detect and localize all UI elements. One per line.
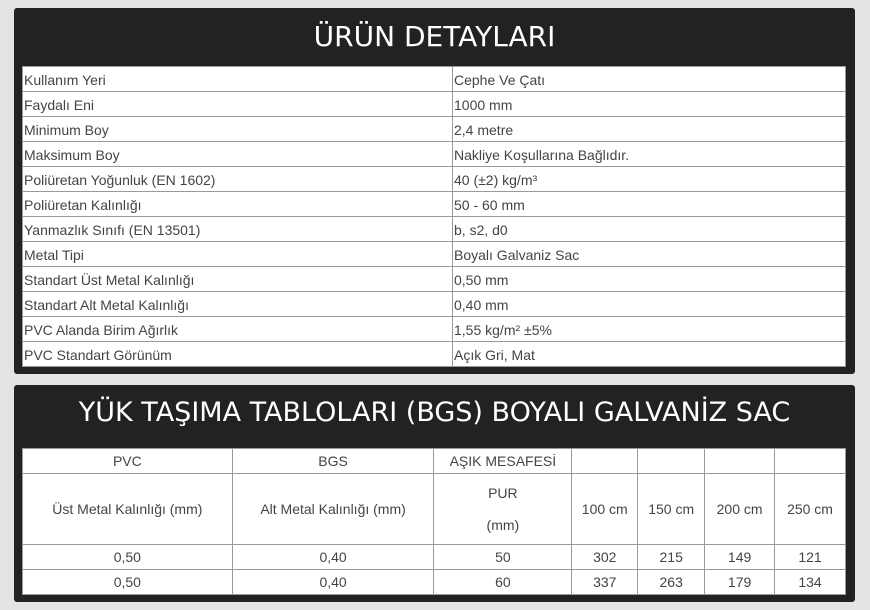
table-cell: 215: [638, 545, 705, 570]
header-upper-thickness: Üst Metal Kalınlığı (mm): [23, 474, 233, 545]
detail-label: PVC Standart Görünüm: [23, 342, 453, 367]
detail-value: 2,4 metre: [453, 117, 846, 142]
table-row: [23, 67, 846, 92]
detail-value: 50 - 60 mm: [453, 192, 846, 217]
detail-label: PVC Alanda Birim Ağırlık: [23, 317, 453, 342]
detail-value: Nakliye Koşullarına Bağlıdır.: [453, 142, 846, 167]
table-row: [23, 292, 846, 317]
header-bgs: BGS: [232, 449, 434, 474]
detail-value: 1,55 kg/m² ±5%: [453, 317, 846, 342]
table-cell: 50: [434, 545, 572, 570]
table-row: [23, 545, 846, 570]
table-cell: 121: [775, 545, 846, 570]
product-details-panel: [14, 8, 855, 374]
detail-label: Maksimum Boy: [23, 142, 453, 167]
detail-label: Standart Üst Metal Kalınlığı: [23, 267, 453, 292]
detail-label: Metal Tipi: [23, 242, 453, 267]
detail-label: Kullanım Yeri: [23, 67, 453, 92]
detail-label: Yanmazlık Sınıfı (EN 13501): [23, 217, 453, 242]
header-spacing: AŞIK MESAFESİ: [434, 449, 572, 474]
table-cell: 60: [434, 570, 572, 595]
header-span-150: 150 cm: [638, 474, 705, 545]
table-cell: 302: [572, 545, 638, 570]
load-table-title: YÜK TAŞIMA TABLOLARI (BGS) BOYALI GALVANİZ SAC: [78, 397, 791, 428]
table-cell: 149: [705, 545, 775, 570]
detail-label: Poliüretan Yoğunluk (EN 1602): [23, 167, 453, 192]
table-row: [23, 117, 846, 142]
table-row: [23, 142, 846, 167]
detail-value: Cephe Ve Çatı: [453, 67, 846, 92]
table-row: [23, 192, 846, 217]
detail-label: Standart Alt Metal Kalınlığı: [23, 292, 453, 317]
table-row: [23, 317, 846, 342]
detail-value: 1000 mm: [453, 92, 846, 117]
table-row: [23, 242, 846, 267]
header-span-250: 250 cm: [775, 474, 846, 545]
header-pur-unit: (mm): [486, 517, 520, 533]
detail-value: b, s2, d0: [453, 217, 846, 242]
header-pvc: PVC: [23, 449, 233, 474]
load-table-panel: [14, 385, 855, 602]
table-cell: 0,40: [232, 545, 434, 570]
table-row: [23, 342, 846, 367]
table-row: [23, 267, 846, 292]
detail-value: Açık Gri, Mat: [453, 342, 846, 367]
product-details-title: ÜRÜN DETAYLARI: [313, 20, 556, 53]
detail-value: 0,40 mm: [453, 292, 846, 317]
table-row: [23, 167, 846, 192]
header-span-100: 100 cm: [572, 474, 638, 545]
table-cell: 0,50: [23, 545, 233, 570]
table-cell: 179: [705, 570, 775, 595]
header-span-200: 200 cm: [705, 474, 775, 545]
table-cell: 0,40: [232, 570, 434, 595]
header-pur: [434, 474, 572, 545]
detail-label: Poliüretan Kalınlığı: [23, 192, 453, 217]
detail-value: 40 (±2) kg/m³: [453, 167, 846, 192]
table-cell: 337: [572, 570, 638, 595]
table-row: [23, 217, 846, 242]
table-header-row: [23, 449, 846, 474]
table-cell: 0,50: [23, 570, 233, 595]
table-subheader-row: [23, 474, 846, 545]
detail-label: Minimum Boy: [23, 117, 453, 142]
table-row: [23, 92, 846, 117]
detail-label: Faydalı Eni: [23, 92, 453, 117]
product-details-table: [22, 66, 846, 367]
load-bearing-table: [22, 448, 846, 595]
detail-value: Boyalı Galvaniz Sac: [453, 242, 846, 267]
table-row: [23, 570, 846, 595]
table-cell: 134: [775, 570, 846, 595]
detail-value: 0,50 mm: [453, 267, 846, 292]
header-lower-thickness: Alt Metal Kalınlığı (mm): [232, 474, 434, 545]
header-pur-label: PUR: [488, 485, 518, 501]
table-cell: 263: [638, 570, 705, 595]
